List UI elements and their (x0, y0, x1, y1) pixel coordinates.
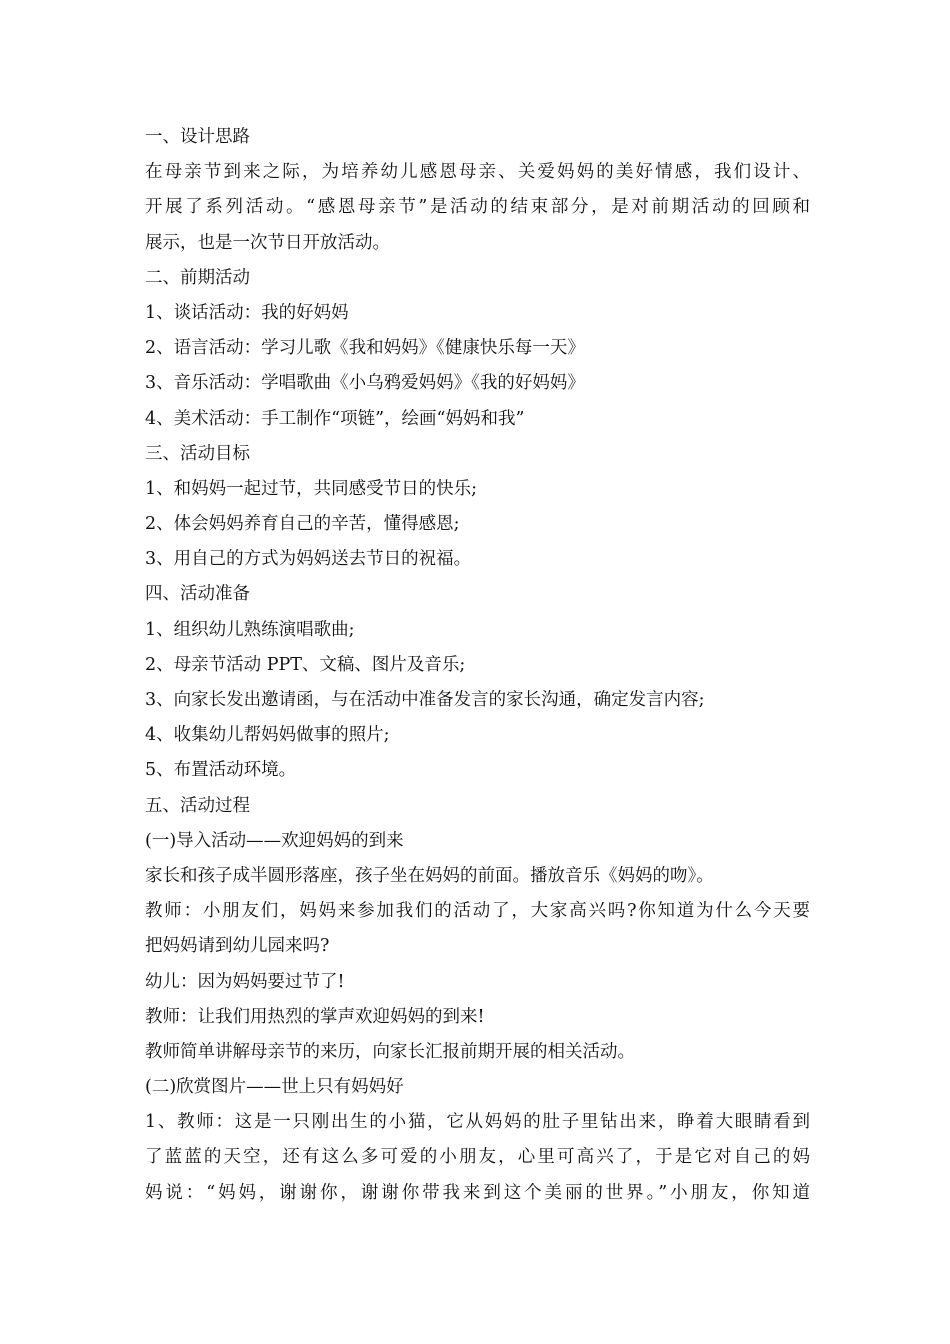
text-line: 二、前期活动 (145, 267, 250, 288)
text-line: 1、教师：这是一只刚出生的小猫，它从妈妈的肚子里钻出来，睁着大眼睛看到 (145, 1112, 810, 1133)
text-line: 1、和妈妈一起过节，共同感受节日的快乐; (145, 478, 478, 499)
text-line: 妈说：“妈妈，谢谢你，谢谢你带我来到这个美丽的世界。”小朋友，你知道 (145, 1182, 810, 1203)
text-line: 把妈妈请到幼儿园来吗? (145, 936, 330, 957)
text-line: 三、活动目标 (145, 443, 250, 464)
text-line: 四、活动准备 (145, 584, 250, 605)
text-line: 一、设计思路 (145, 127, 250, 147)
text-line: 开展了系列活动。“感恩母亲节”是活动的结束部分，是对前期活动的回顾和 (145, 197, 810, 218)
text-line: 1、谈话活动：我的好妈妈 (145, 302, 349, 323)
text-line: 4、美术活动：手工制作“项链”，绘画“妈妈和我” (145, 408, 525, 429)
text-line: 2、语言活动：学习儿歌《我和妈妈》《健康快乐每一天》 (145, 338, 585, 359)
text-line: 1、组织幼儿熟练演唱歌曲; (145, 619, 355, 640)
text-line: 教师：小朋友们，妈妈来参加我们的活动了，大家高兴吗?你知道为什么今天要 (145, 901, 810, 922)
text-line: 了蓝蓝的天空，还有这么多可爱的小朋友，心里可高兴了，于是它对自己的妈 (145, 1147, 810, 1168)
text-line: 3、用自己的方式为妈妈送去节日的祝福。 (145, 549, 472, 570)
text-line: 3、向家长发出邀请函，与在活动中准备发言的家长沟通，确定发言内容; (145, 690, 705, 710)
text-line: (一)导入活动——欢迎妈妈的到来 (145, 830, 404, 851)
text-line: 3、音乐活动：学唱歌曲《小乌鸦爱妈妈》《我的好妈妈》 (145, 373, 585, 394)
text-line: (二)欣赏图片——世上只有妈妈好 (145, 1077, 404, 1098)
text-line: 5、布置活动环境。 (145, 760, 297, 781)
text-line: 五、活动过程 (145, 795, 250, 816)
text-line: 幼儿：因为妈妈要过节了! (145, 971, 345, 992)
text-line: 4、收集幼儿帮妈妈做事的照片; (145, 725, 390, 746)
document-body (145, 120, 810, 1211)
text-line: 家长和孩子成半圆形落座，孩子坐在妈妈的前面。播放音乐《妈妈的吻》。 (145, 865, 714, 886)
text-line: 展示，也是一次节日开放活动。 (145, 232, 390, 253)
text-line: 教师：让我们用热烈的掌声欢迎妈妈的到来! (145, 1006, 485, 1027)
text-line: 2、母亲节活动 PPT、文稿、图片及音乐; (145, 654, 466, 675)
text-line: 在母亲节到来之际，为培养幼儿感恩母亲、关爱妈妈的美好情感，我们设计、 (145, 162, 810, 183)
text-line: 2、体会妈妈养育自己的辛苦，懂得感恩; (145, 514, 460, 535)
text-line: 教师简单讲解母亲节的来历，向家长汇报前期开展的相关活动。 (145, 1041, 635, 1062)
